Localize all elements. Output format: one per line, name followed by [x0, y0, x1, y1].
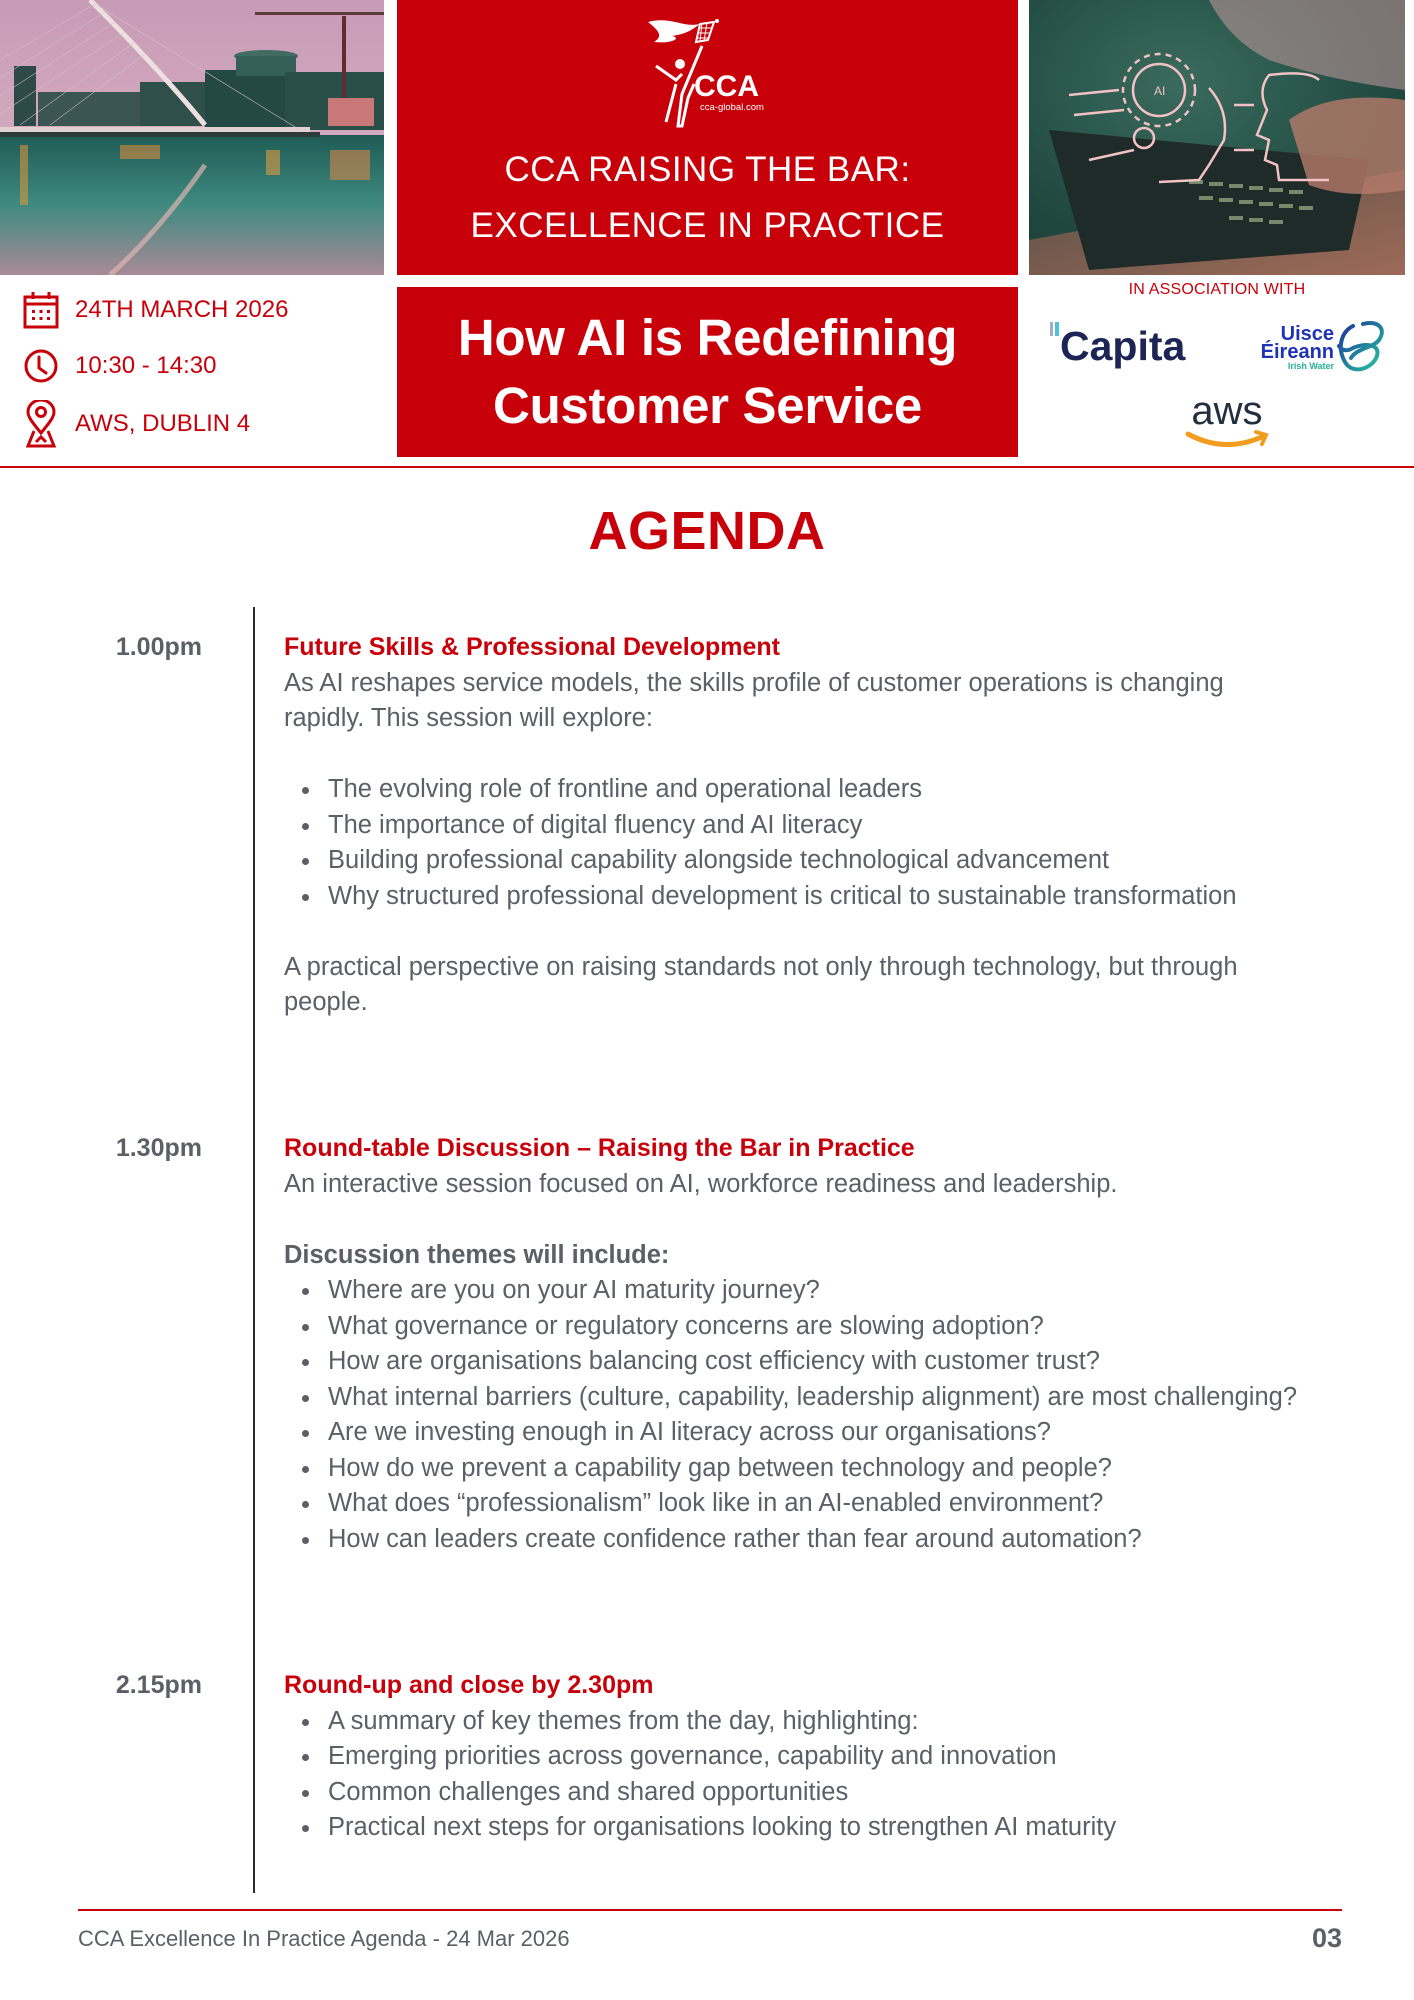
session-time: 1.30pm	[115, 1134, 202, 1162]
event-time-text: 10:30 - 14:30	[75, 352, 217, 379]
aws-logo	[1180, 390, 1275, 454]
uisce-eireann-logo	[1253, 318, 1393, 378]
capita-logo	[1048, 318, 1213, 376]
clock-icon	[22, 342, 60, 390]
list-item: How do we prevent a capability gap between technology and people?	[284, 1451, 1304, 1487]
aws-logo-text: aws	[1191, 390, 1263, 433]
cca-logo-url: cca-global.com	[700, 102, 764, 113]
session-intro: An interactive session focused on AI, workforce readiness and leadership.	[284, 1169, 1118, 1198]
session-summary-list	[284, 1704, 1304, 1846]
list-item: What internal barriers (culture, capability, leadership alignment) are most challenging?	[284, 1380, 1318, 1416]
session-time: 1.00pm	[115, 633, 202, 661]
list-item: Why structured professional development is critical to sustainable transformation	[284, 879, 1258, 915]
list-item: Practical next steps for organisations looking to strengthen AI maturity	[284, 1810, 1304, 1846]
association-label: IN ASSOCIATION WITH	[1128, 281, 1306, 298]
footer-divider	[78, 1909, 1342, 1911]
event-venue-text: AWS, DUBLIN 4	[75, 410, 251, 437]
list-item: What does “professionalism” look like in an AI-enabled environment?	[284, 1486, 1304, 1522]
agenda-heading: AGENDA	[588, 501, 826, 561]
capita-logo-text: Capita	[1060, 323, 1186, 369]
event-title-line-2: EXCELLENCE IN PRACTICE	[470, 206, 945, 245]
list-item: Building professional capability alongside technological advancement	[284, 843, 1304, 879]
session-title: Future Skills & Professional Development	[284, 633, 780, 661]
event-title-panel	[397, 0, 1018, 275]
ai-keyboard-photo	[1029, 0, 1405, 275]
session-content	[284, 630, 1304, 1021]
session-content	[284, 1668, 1304, 1846]
session-time: 2.15pm	[115, 1671, 202, 1699]
session-title: Round-up and close by 2.30pm	[284, 1671, 654, 1699]
discussion-themes-list	[284, 1273, 1304, 1557]
event-time	[22, 342, 216, 390]
session-content	[284, 1131, 1304, 1557]
list-item: Emerging priorities across governance, capability and innovation	[284, 1739, 1304, 1775]
session-topic-list	[284, 772, 1304, 914]
list-item: The evolving role of frontline and operational leaders	[284, 772, 1304, 808]
list-item: What governance or regulatory concerns are slowing adoption?	[284, 1309, 1304, 1345]
timeline-divider	[253, 607, 255, 1893]
cca-logo	[642, 14, 767, 132]
discussion-themes-subheading: Discussion themes will include:	[284, 1240, 670, 1269]
uisce-line-2: Éireann	[1260, 341, 1334, 363]
session-closing: A practical perspective on raising standards not only through technology, but through people.	[284, 952, 1238, 1016]
uisce-line-1: Uisce	[1280, 323, 1334, 345]
event-title-line-1: CCA RAISING THE BAR:	[504, 150, 911, 189]
header-divider	[0, 466, 1414, 468]
list-item: Where are you on your AI maturity journey?	[284, 1273, 1304, 1309]
event-date	[22, 286, 288, 334]
footer-text: CCA Excellence In Practice Agenda - 24 Mar 2026	[78, 1926, 570, 1951]
event-date-text: 24TH MARCH 2026	[75, 296, 289, 323]
session-title-line-2: Customer Service	[493, 377, 922, 434]
session-title-line-1: How AI is Redefining	[457, 309, 958, 366]
uisce-tagline: Irish Water	[1287, 361, 1334, 371]
location-pin-icon	[22, 400, 60, 448]
event-venue	[22, 400, 250, 448]
page-number: 03	[1311, 1923, 1342, 1953]
svg-text:AI: AI	[1154, 84, 1166, 98]
session-title-panel	[397, 287, 1018, 457]
list-item: Are we investing enough in AI literacy across our organisations?	[284, 1415, 1304, 1451]
cca-logo-text: CCA	[694, 70, 759, 103]
calendar-icon	[22, 286, 60, 334]
list-item: Common challenges and shared opportunities	[284, 1775, 1304, 1811]
session-intro: As AI reshapes service models, the skills profile of customer operations is changing rapidly. This session will explore:	[284, 668, 1224, 732]
list-item: How are organisations balancing cost efficiency with customer trust?	[284, 1344, 1304, 1380]
event-title	[397, 142, 1018, 254]
list-item: A summary of key themes from the day, highlighting:	[284, 1704, 1304, 1740]
session-title: Round-table Discussion – Raising the Bar in Practice	[284, 1134, 915, 1162]
list-item: The importance of digital fluency and AI literacy	[284, 808, 1304, 844]
list-item: How can leaders create confidence rather than fear around automation?	[284, 1522, 1304, 1558]
dublin-bridge-photo	[0, 0, 384, 275]
